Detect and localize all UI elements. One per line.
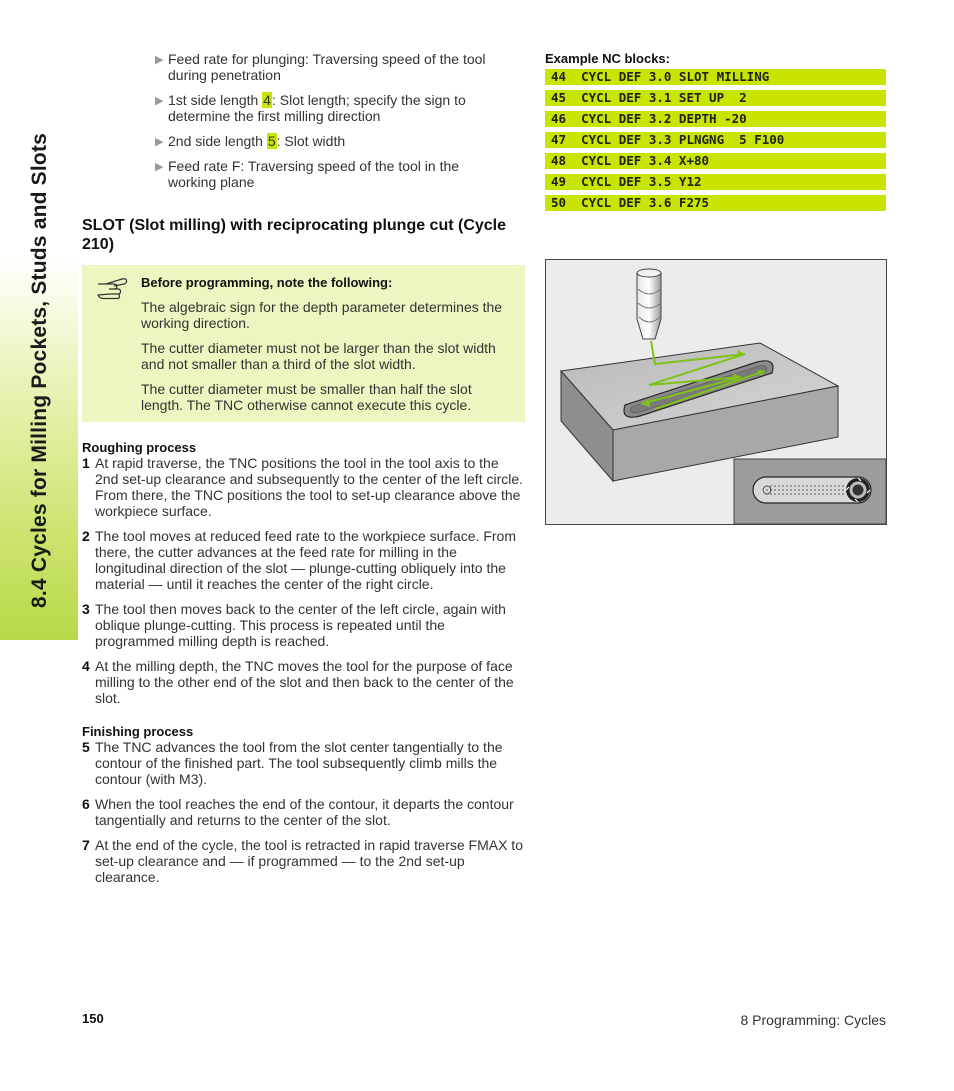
step-text: At rapid traverse, the TNC positions the tool in the tool axis to the 2nd set-up clearance and subsequently to the center of the left circle. From there, the TNC positions the tool to set-up clearance above the workpiece surface. (95, 455, 524, 519)
triangle-bullet-icon: ▶ (155, 136, 164, 148)
step-text: The TNC advances the tool from the slot center tangentially to the contour of the finished part. The tool subsequently climb mills the contour (with M3). (95, 739, 503, 787)
bullet-text-pre: 1st side length (168, 92, 263, 108)
step-text: The tool then moves back to the center of the left circle, again with oblique plunge-cutting. This process is repeated until the programmed milling depth is reached. (95, 601, 506, 649)
note-box (82, 265, 525, 422)
roughing-steps (82, 455, 524, 715)
bullet-item (155, 92, 505, 124)
note-heading: Before programming, note the following: (141, 275, 393, 290)
step-number: 2 (82, 528, 90, 544)
bullet-text: Feed rate for plunging: Traversing speed of the tool during penetration (168, 51, 486, 83)
nc-block: 48 CYCL DEF 3.4 X+80 (545, 153, 886, 169)
nc-block: 45 CYCL DEF 3.1 SET UP 2 (545, 90, 886, 106)
step-item (82, 837, 524, 885)
note-paragraph: The cutter diameter must not be larger than the slot width and not smaller than a third of the slot width. (141, 340, 496, 372)
note-paragraph: The cutter diameter must be smaller than half the slot length. The TNC otherwise cannot execute this cycle. (141, 381, 472, 413)
nc-title: Example NC blocks: (545, 51, 670, 66)
figure-ref-badge: 4 (263, 92, 271, 108)
step-text: At the end of the cycle, the tool is retracted in rapid traverse FMAX to set-up clearance and — if programmed — to the 2nd set-up clearance. (95, 837, 523, 885)
step-text: At the milling depth, the TNC moves the tool for the purpose of face milling to the other end of the slot and then back to the center of the slot. (95, 658, 514, 706)
figure-ref-badge: 5 (267, 133, 276, 149)
step-text: When the tool reaches the end of the contour, it departs the contour tangentially and returns to the center of the slot. (95, 796, 514, 828)
step-number: 6 (82, 796, 90, 812)
nc-block: 46 CYCL DEF 3.2 DEPTH -20 (545, 111, 886, 127)
chapter-sidebar (0, 0, 78, 640)
parameter-list (155, 51, 505, 199)
nc-block: 44 CYCL DEF 3.0 SLOT MILLING (545, 69, 886, 85)
note-paragraph: The algebraic sign for the depth parameter determines the working direction. (141, 299, 503, 331)
nc-block: 47 CYCL DEF 3.3 PLNGNG 5 F100 (545, 132, 886, 148)
slot-milling-illustration (545, 259, 887, 525)
step-item (82, 658, 524, 706)
step-number: 3 (82, 601, 90, 617)
sidebar-title: 8.4 Cycles for Milling Pockets, Studs and Slots (28, 132, 51, 608)
chapter-footer: 8 Programming: Cycles (740, 1012, 886, 1028)
section-title: SLOT (Slot milling) with reciprocating plunge cut (Cycle 210) (82, 217, 507, 253)
page-number: 150 (82, 1011, 104, 1026)
bullet-item (155, 51, 505, 83)
finishing-heading: Finishing process (82, 724, 194, 739)
top-view-inset (734, 459, 886, 524)
pointing-hand-icon (96, 275, 132, 301)
bullet-item (155, 133, 505, 149)
roughing-heading: Roughing process (82, 440, 197, 455)
step-item (82, 601, 524, 649)
bullet-text-post: : Slot width (276, 133, 346, 149)
step-number: 7 (82, 837, 90, 853)
step-item (82, 796, 524, 828)
step-item (82, 739, 524, 787)
step-number: 1 (82, 455, 90, 471)
bullet-text-post: : Slot length; specify the sign to determine the first milling direction (168, 92, 466, 124)
step-text: The tool moves at reduced feed rate to the workpiece surface. From there, the cutter advances at the feed rate for milling in the longitudinal direction of the slot — plunge-cutting obliquely into the material — until it reaches the center of the right circle. (95, 528, 516, 592)
nc-block: 50 CYCL DEF 3.6 F275 (545, 195, 886, 211)
step-item (82, 528, 524, 592)
triangle-bullet-icon: ▶ (155, 95, 164, 107)
end-mill-tool (637, 269, 661, 339)
bullet-text: Feed rate F: Traversing speed of the tool in the working plane (168, 158, 460, 190)
triangle-bullet-icon: ▶ (155, 54, 164, 66)
bullet-item (155, 158, 505, 190)
step-item (82, 455, 524, 519)
step-number: 5 (82, 739, 90, 755)
triangle-bullet-icon: ▶ (155, 161, 164, 173)
step-number: 4 (82, 658, 90, 674)
nc-block: 49 CYCL DEF 3.5 Y12 (545, 174, 886, 190)
finishing-steps (82, 739, 524, 894)
nc-block-list (545, 69, 886, 216)
bullet-text-pre: 2nd side length (168, 133, 267, 149)
